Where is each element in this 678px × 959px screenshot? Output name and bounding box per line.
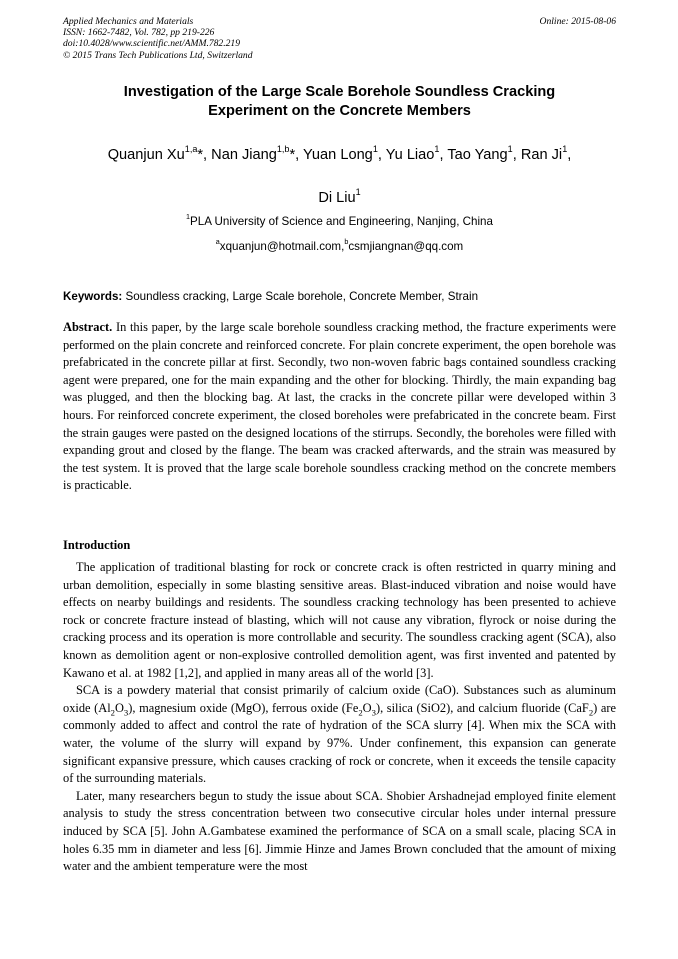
title-line-1: Investigation of the Large Scale Borehole Soundless Cracking [123,84,556,100]
author-line-2 [63,177,616,220]
affiliation-text: PLA University of Science and Engineering, Nanjing, China [190,215,493,228]
journal-issn: ISSN: 1662-7482, Vol. 782, pp 219-226 [63,27,215,39]
paper-title [63,83,616,121]
email-mark-b: b [344,237,349,247]
author-line-1 [63,134,616,177]
author-separator: , [567,147,572,163]
author-name: Yuan Long [303,147,373,163]
author-emails [63,237,616,254]
email-b: csmjiangnan@qq.com [348,240,464,253]
author-name: Yu Liao [385,147,435,163]
subscript: 3 [123,707,129,718]
author-name: Ran Ji [520,147,563,163]
online-date: Online: 2015-08-06 [539,16,616,27]
author-affiliation-mark: 1 [507,144,513,155]
paragraph: The application of traditional blasting for rock or concrete crack is often restricted in quarry mining and urban demolition, especially in some blasting sensitive areas. Blast-induced vibration and noise would have effects on nearby buildings and residents. The soundless cracking technology has been presented to achieve rock or concrete fracture instead of blasting, which will not cause any vibration, flyrock or noise during the cracking process and its operation is more controllable and security. The soundless cracking agent (SCA), also known as demolition agent or non-explosive controlled demolition agent, was first invented and patented by Kawano et al. at 1982 [1,2], and applied in many areas all of the world [3]. [63,560,616,680]
author-affiliation-mark: 1 [562,144,568,155]
abstract [63,319,616,495]
subscript: 3 [371,707,376,718]
email-mark-a: a [215,237,220,247]
author-affiliation-mark: 1 [372,144,378,155]
abstract-text: In this paper, by the large scale borehole soundless cracking method, the fracture experiments were performed on the plain concrete and reinforced concrete. For plain concrete experiment, the open borehole was prefabricated in the concrete pillar at first. Secondly, two non-woven fabric bags contained soundless cracking agent were prepared, one for the main expanding and the other for blocking. Thirdly, the main expanding bag was plugged, and then the blocking bag. At last, the cracks in the concrete pillar were developed within 3 hours. For reinforced concrete experiment, the closed boreholes were prefabricated in the concrete beam. First the strain gauges were pasted on the designed locations of the stirrups. Secondly, the boreholes were filled with expanding grout and closed by the flange. The beam was cracked afterwards, and the strain was measured by the test system. It is proved that the large scale borehole soundless cracking method on the concrete members is practicable. [63,320,616,493]
affiliation-mark: 1 [186,212,191,222]
section-heading-introduction: Introduction [63,538,131,552]
introduction-body [63,559,616,876]
journal-header [63,16,616,61]
journal-name: Applied Mechanics and Materials [63,16,194,27]
paragraph-text: ) are commonly added to affect and control the rate of hydration of the SCA slurry [4]. When mix the SCA with water, the volume of the slurry will expand by 97%. Under confinement, this expansion can generate significant expansive pressure, which causes cracking of rock or concrete, when it exceeds the tensile capacity of the surrounding materials. [63,700,616,786]
paragraph-text: SCA is a powdery material that consist primarily of calcium oxide (CaO). Substances such as aluminum oxide (Al [63,683,616,715]
paragraph-text: O [114,700,124,715]
subscript: 2 [588,707,594,718]
paragraph-text: ), magnesium oxide (MgO), ferrous oxide (Fe [128,700,359,715]
author-affiliation-mark: 1,b [276,144,290,155]
keywords [63,290,616,304]
author-name: Nan Jiang [211,147,277,163]
journal-doi: doi:10.4028/www.scientific.net/AMM.782.219 [63,38,241,50]
author-affiliation-mark: 1,a [184,144,198,155]
affiliation [63,212,616,229]
author-separator: *, [197,147,212,163]
author-list [63,134,616,220]
author-separator: , [377,147,386,163]
paragraph-text: ), silica (SiO2), and calcium fluoride (CaF [375,700,589,715]
paragraph-text: O [362,700,372,715]
keywords-text: Soundless cracking, Large Scale borehole, Concrete Member, Strain [122,290,479,303]
subscript: 2 [110,707,115,718]
author-separator: *, [289,147,303,163]
author-name: Quanjun Xu [107,147,185,163]
title-line-2: Experiment on the Concrete Members [208,103,471,119]
author-name: Tao Yang [447,147,508,163]
abstract-label: Abstract. [63,320,113,334]
email-a: xquanjun@hotmail.com, [219,240,345,253]
keywords-label: Keywords: [63,290,123,303]
author-separator: , [439,147,448,163]
author-separator: , [512,147,521,163]
author-name: Di Liu [318,190,356,206]
author-affiliation-mark: 1 [434,144,440,155]
subscript: 2 [358,707,363,718]
paragraph: Later, many researchers begun to study the issue about SCA. Shobier Arshadnejad employed finite element analysis to study the stress concentration between two consecutive circular holes under internal pressure induced by SCA [5]. John A.Gambatese examined the performance of SCA on a small scale, placing SCA in holes 6.35 mm in diameter and less [6]. Jimmie Hinze and James Brown concluded that the amount of mixing water and the ambient temperature were the most [63,788,616,874]
copyright-notice: © 2015 Trans Tech Publications Ltd, Switzerland [63,49,253,61]
paragraph [63,682,616,788]
author-affiliation-mark: 1 [355,187,361,198]
